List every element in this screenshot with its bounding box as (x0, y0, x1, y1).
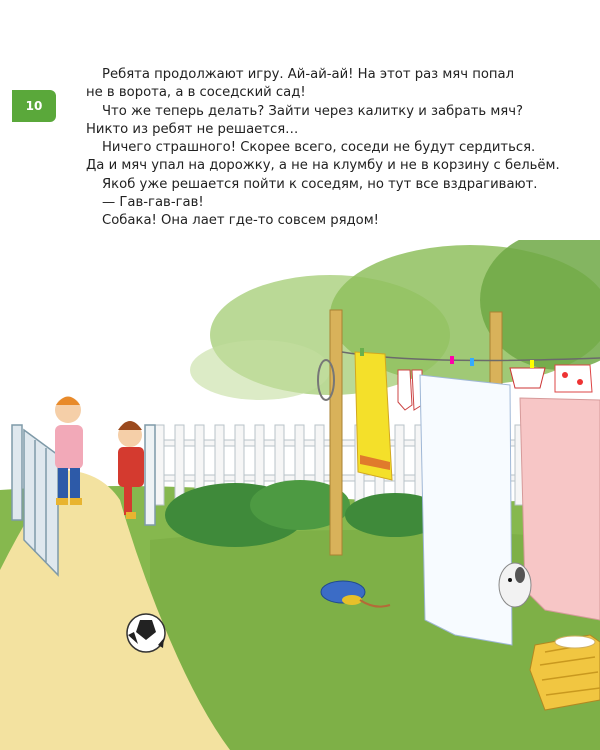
story-line: — Гав-гав-гав! (102, 195, 204, 211)
soccer-ball (127, 614, 165, 652)
page-number-badge (12, 90, 56, 122)
story-text (86, 66, 560, 231)
story-line: Якоб уже решается пойти к соседям, но тут все вздрагивают. (102, 176, 538, 192)
story-line: Собака! Она лает где-то совсем рядом! (102, 213, 379, 229)
story-line: не в ворота, а в соседский сад! (86, 85, 306, 101)
dog-peeking (499, 563, 531, 607)
story-line: Что же теперь делать? Зайти через калитку и забрать мяч? (102, 103, 524, 119)
story-line: Да и мяч упал на дорожку, а не на клумбу и не в корзину с бельём. (86, 158, 560, 174)
story-line: Ничего страшного! Скорее всего, соседи не будут сердиться. (102, 140, 536, 156)
garden-illustration (0, 240, 600, 750)
story-line: Ребята продолжают игру. Ай-ай-ай! На этот раз мяч попал (102, 67, 515, 82)
laundry-basket (530, 635, 600, 710)
story-line: Никто из ребят не решается… (86, 121, 299, 137)
page-number: 10 (25, 99, 43, 113)
